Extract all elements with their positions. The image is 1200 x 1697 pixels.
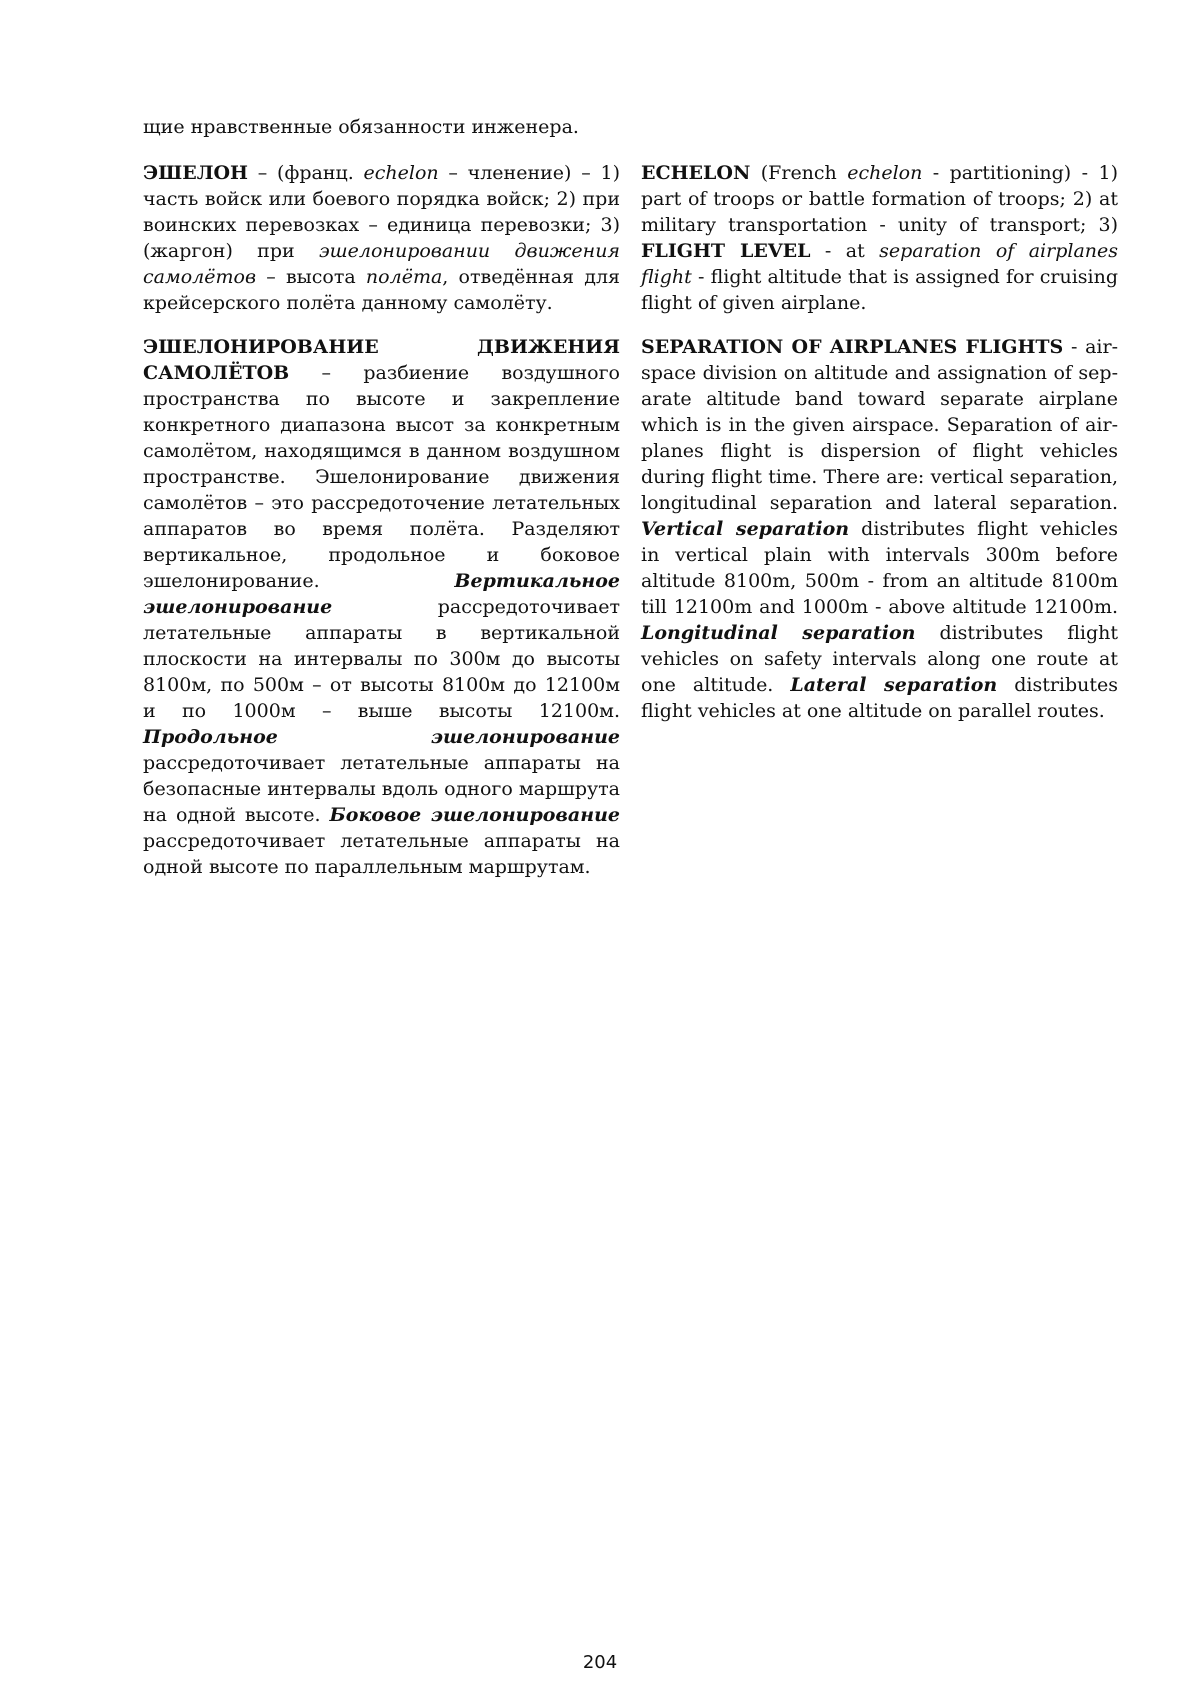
english-column (641, 160, 1118, 742)
entry-italic: echelon (363, 162, 439, 184)
entry-separation-ru (143, 334, 620, 880)
entry-term: ЭШЕЛОНИРОВАНИЕ ДВИЖЕНИЯ САМОЛЁТОВ (143, 336, 620, 384)
entry-bold-italic: Longitudinal separation (641, 622, 916, 644)
entry-bold-italic: Боковое эшелонирование (329, 804, 620, 826)
entry-bold-italic: Вертикальное эшелонирование (143, 570, 620, 618)
entry-italic: полёта (365, 266, 443, 288)
entry-text: - partitioning) - 1) part of troops or battle formation of troops; 2) at military transportation - unity of transport; 3) (641, 162, 1118, 236)
entry-text: – (франц. (248, 162, 364, 184)
entry-echelon-en (641, 160, 1118, 316)
entry-text: рассредоточивает летательные аппараты на одной высоте по параллельным маршрутам. (143, 830, 620, 878)
entry-text: – высота (256, 266, 366, 288)
entry-term: SEPARATION OF AIRPLANES FLIGHTS (641, 336, 1064, 358)
entry-text: distributes flight vehicles at one altitude on parallel routes. (641, 674, 1119, 722)
entry-text: – членение) – 1) часть войск или боевого порядка войск; 2) при воинских перевозках – единица перевозки; 3) (жаргон) при (143, 162, 620, 262)
entry-text: - flight altitude that is assigned for cruising flight of given airplane. (641, 266, 1118, 314)
entry-term: FLIGHT LEVEL (641, 240, 811, 262)
entry-text: - at (810, 240, 880, 262)
entry-text: рассредоточивает летательные аппараты на безопасные интервалы вдоль одного маршрута на одной высоте. (143, 752, 620, 826)
entry-echelon-ru (143, 160, 620, 316)
entry-text: , отведённая для крейсерского полёта данному самолёту. (143, 266, 620, 314)
entry-text: - airspace division on altitude and assignation of separate altitude band toward separate airplane which is in the given airspace. Separation of airplanes flight is dispersion of flight vehicles during flight time. There are: vertical separation, longitudinal separation and lateral separation. (641, 336, 1118, 514)
entry-bold-italic: Продольное эшелонирование (143, 726, 620, 748)
entry-italic: echelon (847, 162, 923, 184)
entry-bold-italic: Lateral separation (790, 674, 998, 696)
page-number: 204 (582, 1652, 618, 1673)
entry-text: (French (750, 162, 848, 184)
entry-text: distributes flight vehicles on safety intervals along one route at one altitude. (641, 622, 1118, 696)
russian-column (143, 160, 620, 898)
entry-term: ЭШЕЛОН (143, 162, 248, 184)
entry-text: – разбиение воздушного пространства по высоте и закрепление конкретного диапазона высот за конкретным самолётом, находящимся в данном воздушном пространстве. Эшелонирование движения самолётов – это рассредоточение летательных аппаратов во время полёта. Разделяют вертикальное, продольное и боковое эшелонирование. (143, 362, 620, 592)
entry-text: distributes flight vehicles in vertical plain with intervals 300m before altitude 8100m, 500m - from an altitude 8100m till 12100m and 1000m - above altitude 12100m. (641, 518, 1118, 618)
entry-term: ECHELON (641, 162, 751, 184)
entry-italic: эшелонировании движения самолётов (143, 240, 621, 288)
entry-italic: separation of airplanes flight (641, 240, 1118, 288)
entry-separation-en (641, 334, 1118, 724)
continued-text-line: щие нравственные обязанности инженера. (143, 116, 579, 138)
entry-bold-italic: Vertical separation (641, 518, 850, 540)
entry-text: рассредоточивает летательные аппараты в вертикальной плоскости на интервалы по 300м до высоты 8100м, по 500м – от высоты 8100м до 12100м и по 1000м – выше высоты 12100м. (143, 596, 620, 722)
